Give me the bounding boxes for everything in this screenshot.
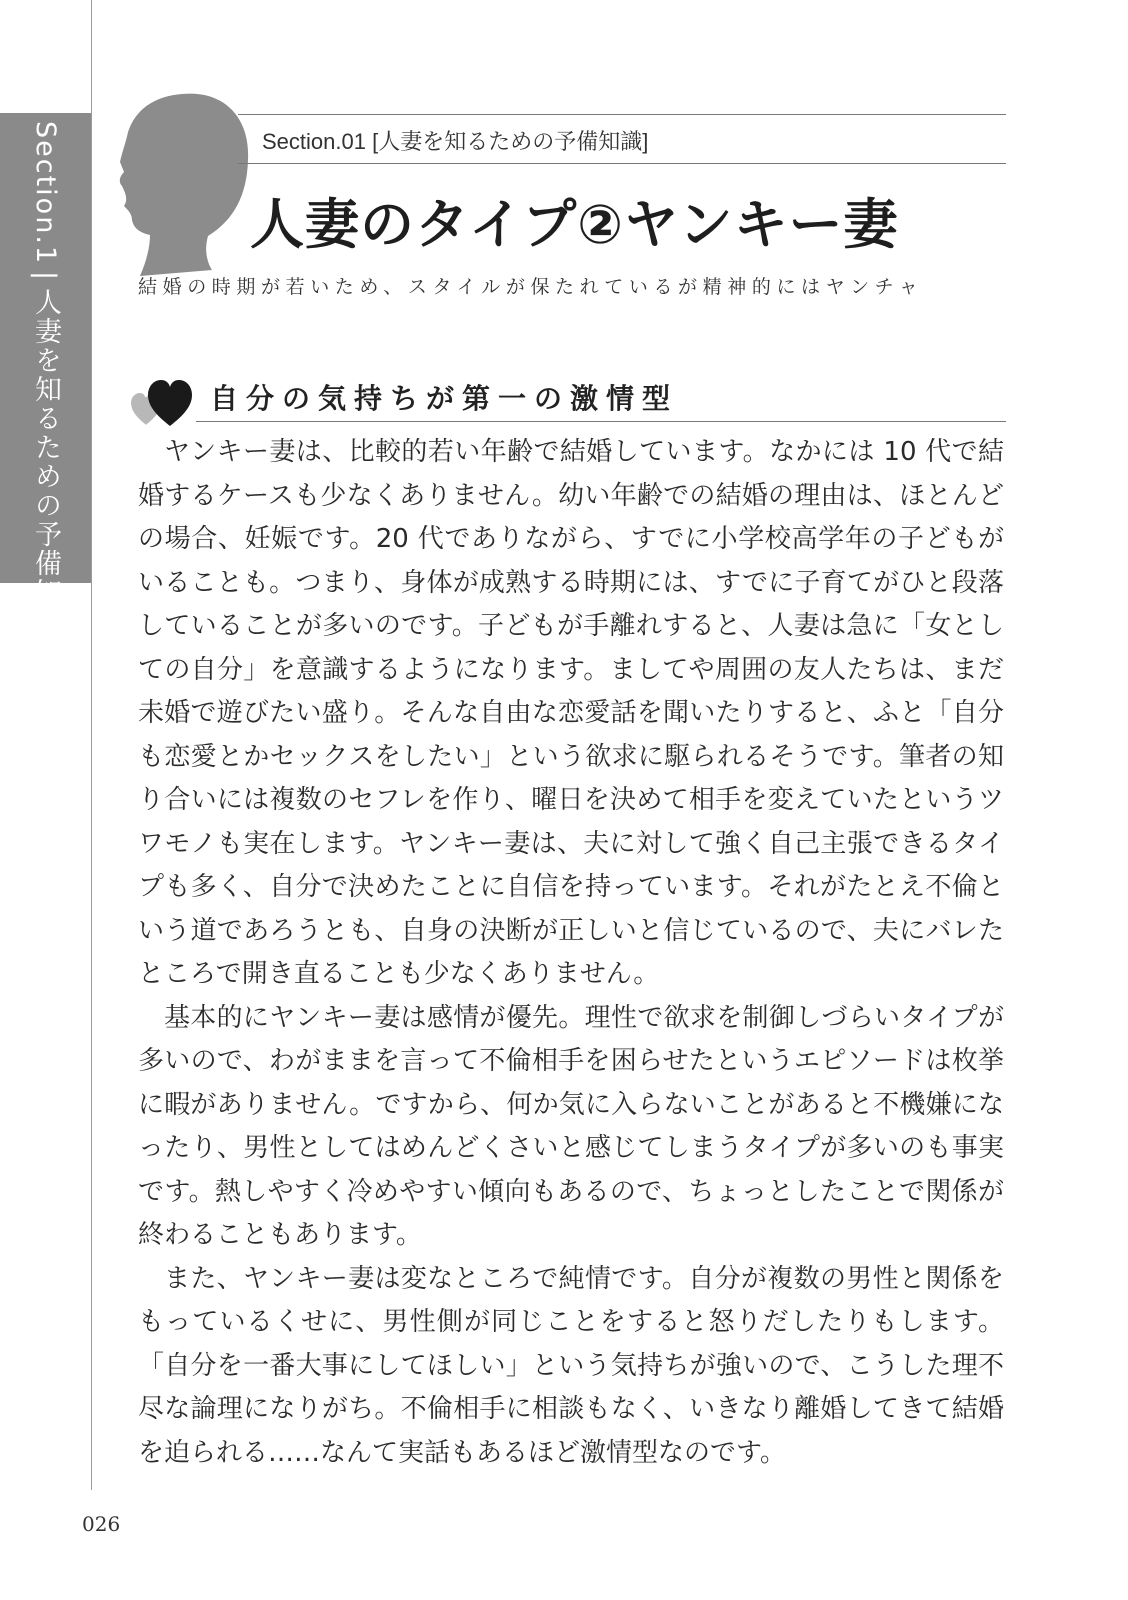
page-number: 026: [82, 1512, 121, 1536]
subtitle: 結婚の時期が若いため、スタイルが保たれているが精神的にはヤンチャ: [138, 276, 924, 298]
side-tab-text: [30, 121, 61, 637]
header-top-rule: [238, 114, 1006, 115]
section-heading: 自分の気持ちが第一の激情型: [210, 382, 679, 415]
paragraph-2: 基本的にヤンキー妻は感情が優先。理性で欲求を制御しづらいタイプが多いので、わがままを言って不倫相手を困らせたというエピソードは枚挙に暇がありません。ですから、何か気に入らないことがあると不機嫌になったり、男性としてはめんどくさいと感じてしまうタイプが多いのも事実です。熱しやすく冷めやすい傾向もあるので、ちょっとしたことで関係が終わることもあります。: [138, 1002, 1004, 1250]
side-tab-section: Section.1: [30, 121, 61, 266]
paragraph-3: また、ヤンキー妻は変なところで純情です。自分が複数の男性と関係をもっているくせに、男性側が同じことをすると怒りだしたりもします。「自分を一番大事にしてほしい」という気持ちが強いので、こうした理不尽な論理になりがち。不倫相手に相談もなく、いきなり離婚してきて結婚を迫られる……なんて実話もあるほど激情型なのです。: [138, 1263, 1004, 1468]
hearts-icon: [128, 378, 196, 428]
paragraph-1: ヤンキー妻は、比較的若い年齢で結婚しています。なかには 10 代で結婚するケースも少なくありません。幼い年齢での結婚の理由は、ほとんどの場合、妊娠です。20 代でありながら、すでに小学校高学年の子どもがいることも。つまり、身体が成熟する時期には、すでに子育てがひと段落していることが多いのです。子どもが手離れすると、人妻は急に「女としての自分」を意識するようになります。ましてや周囲の友人たちは、まだ未婚で遊びたい盛り。そんな自由な恋愛話を聞いたりすると、ふと「自分も恋愛とかセックスをしたい」という欲求に駆られるそうです。筆者の知り合いには複数のセフレを作り、曜日を決めて相手を変えていたというツワモノも実在します。ヤンキー妻は、夫に対して強く自己主張できるタイプも多く、自分で決めたことに自信を持っています。それがたとえ不倫という道であろうとも、自身の決断が正しいと信じているので、夫にバレたところで開き直ることも少なくありません。: [138, 437, 1004, 989]
side-tab-separator: |: [30, 271, 61, 283]
woman-silhouette-icon: [112, 90, 262, 276]
header-mid-rule: [238, 163, 1006, 164]
heading-rule: [196, 421, 1006, 422]
page-title: 人妻のタイプ②ヤンキー妻: [250, 193, 899, 256]
side-tab-chapter: 人妻を知るための予備知識: [30, 288, 61, 637]
section-label: Section.01 [人妻を知るための予備知識]: [262, 129, 649, 154]
margin-line: [91, 0, 92, 1490]
side-tab: [0, 113, 91, 637]
article-body: [138, 431, 1004, 1475]
